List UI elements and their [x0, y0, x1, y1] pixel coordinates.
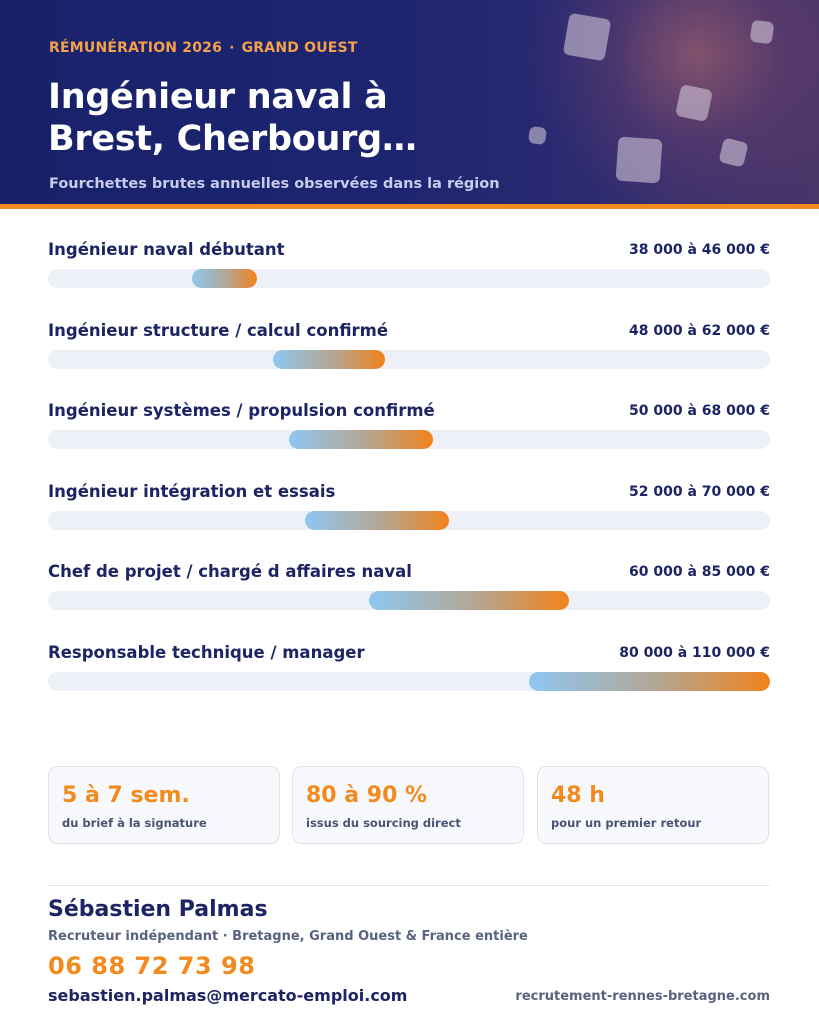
contact-name: Sébastien Palmas — [48, 897, 268, 922]
range-value-label: 38 000 à 46 000 € — [629, 242, 770, 258]
contact-email-link[interactable]: sebastien.palmas@mercato-emploi.com — [48, 986, 408, 1005]
stat-caption: issus du sourcing direct — [306, 816, 461, 830]
range-value-label: 52 000 à 70 000 € — [629, 483, 770, 500]
eyebrow-separator: · — [229, 40, 235, 56]
salary-range-bar — [369, 591, 570, 610]
decorative-square — [750, 20, 775, 45]
salary-range-bar — [305, 511, 449, 530]
header-accent-stripe — [0, 204, 819, 209]
contact-website-link[interactable]: recrutement-rennes-bretagne.com — [515, 989, 770, 1004]
stat-card-delay — [48, 766, 280, 844]
contact-role: Recruteur indépendant · Bretagne, Grand Ouest & France entière — [48, 929, 528, 944]
decorative-square — [616, 137, 663, 184]
bar-track — [48, 511, 770, 530]
salary-range-bar — [273, 350, 385, 369]
eyebrow-topic: RÉMUNÉRATION 2026 — [49, 40, 223, 56]
range-value-label: 48 000 à 62 000 € — [629, 322, 770, 339]
eyebrow — [49, 40, 358, 56]
stat-card-sourcing — [292, 766, 524, 844]
bar-track — [48, 591, 770, 610]
category-label: Ingénieur naval débutant — [48, 240, 285, 259]
page-subtitle: Fourchettes brutes annuelles observées dans la région — [49, 176, 500, 192]
category-label: Chef de projet / chargé d affaires naval — [48, 562, 412, 581]
footer-divider — [48, 885, 770, 886]
page-title — [48, 76, 568, 160]
stat-value: 48 h — [551, 783, 605, 808]
header-banner — [0, 0, 819, 204]
bar-track — [48, 430, 770, 449]
stat-caption: du brief à la signature — [62, 816, 207, 830]
stat-card-response — [537, 766, 769, 844]
contact-phone-link[interactable]: 06 88 72 73 98 — [48, 952, 256, 980]
stat-value: 80 à 90 % — [306, 783, 428, 808]
category-label: Responsable technique / manager — [48, 642, 365, 662]
title-line-1: Ingénieur naval à — [48, 77, 388, 117]
stat-caption: pour un premier retour — [551, 816, 702, 830]
range-value-label: 50 000 à 68 000 € — [629, 403, 770, 419]
bar-track — [48, 672, 770, 691]
category-label: Ingénieur structure / calcul confirmé — [48, 320, 389, 340]
salary-range-bar — [192, 269, 256, 288]
range-value-label: 80 000 à 110 000 € — [619, 644, 770, 661]
category-label: Ingénieur systèmes / propulsion confirmé — [48, 401, 435, 420]
eyebrow-region: GRAND OUEST — [241, 40, 358, 56]
bar-track — [48, 269, 770, 288]
salary-range-bar — [529, 672, 770, 691]
salary-range-bar — [289, 430, 433, 449]
decorative-square — [675, 84, 713, 122]
range-value-label: 60 000 à 85 000 € — [629, 564, 770, 580]
stat-value: 5 à 7 sem. — [62, 783, 190, 808]
bar-track — [48, 350, 770, 369]
category-label: Ingénieur intégration et essais — [48, 481, 336, 501]
decorative-square — [563, 13, 612, 62]
title-line-2: Brest, Cherbourg… — [48, 119, 417, 159]
